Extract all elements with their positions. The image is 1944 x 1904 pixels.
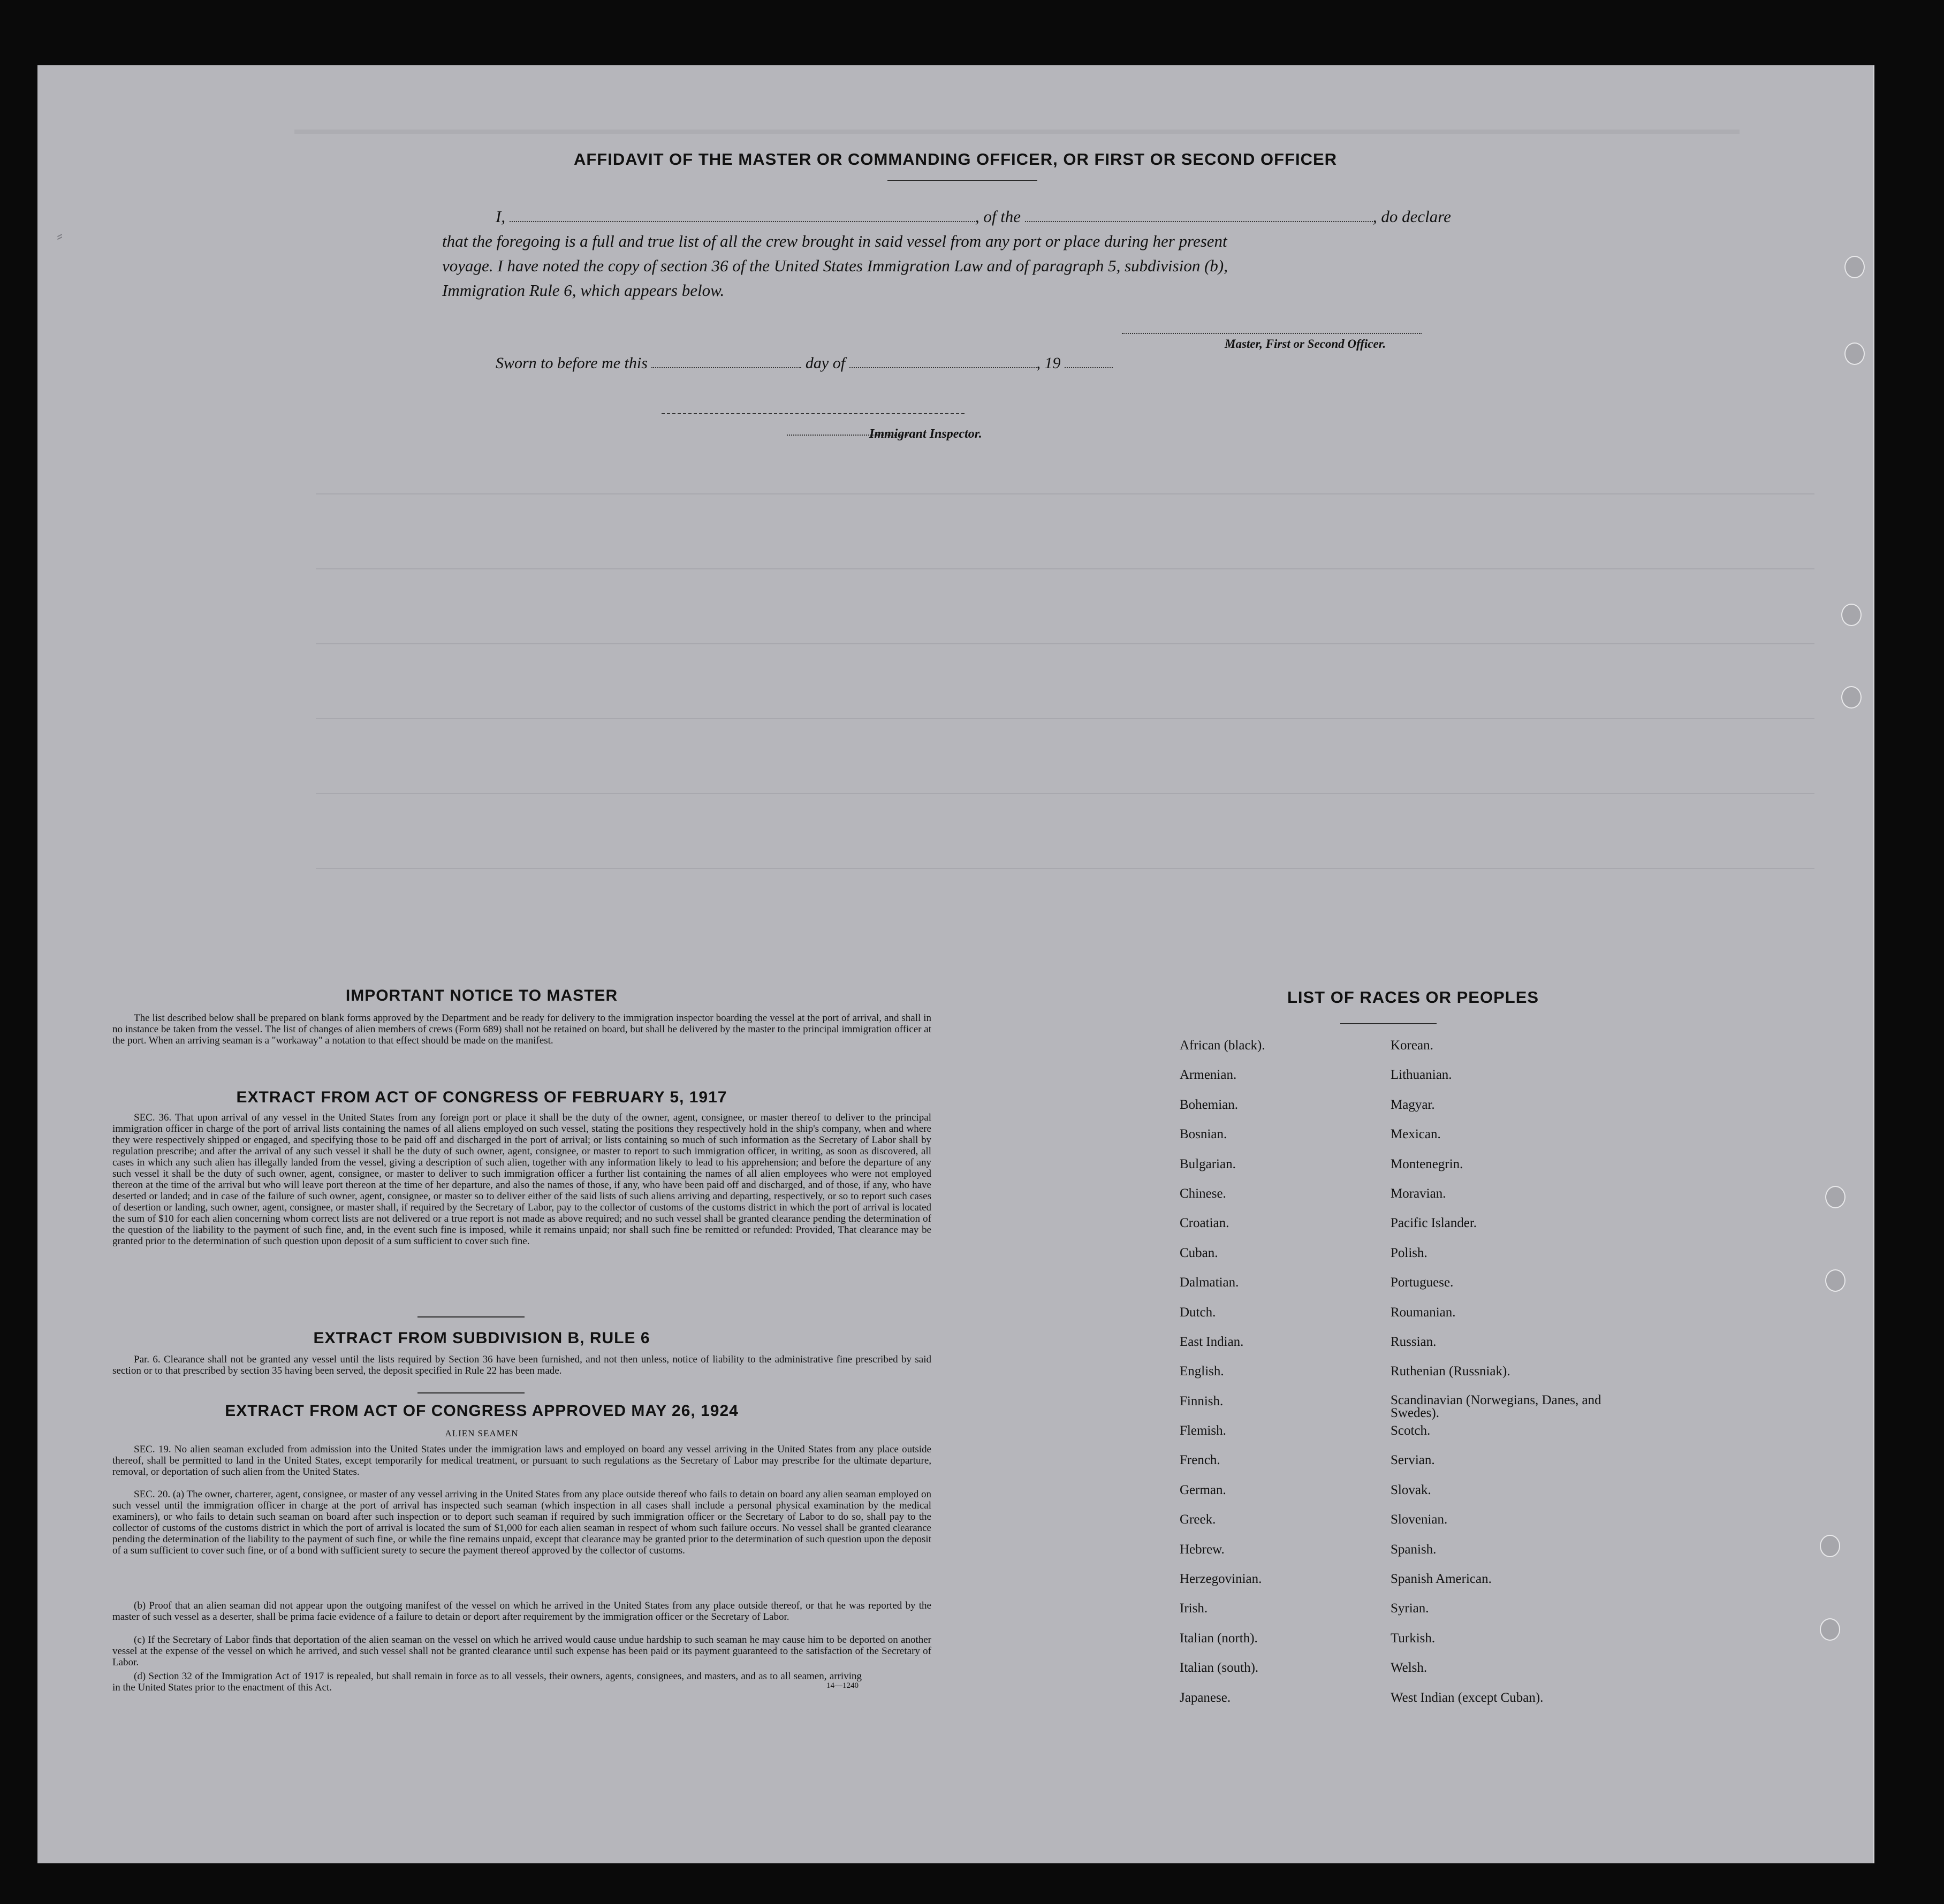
affidavit-of-the: , of the [975, 207, 1021, 226]
extract-1924-sec20d: (d) Section 32 of the Immigration Act of 1917 is repealed, but shall remain in force as to all vessels, their owners, agents, consignees, and masters, and as to all seamen, arriving in the United States prior to the enactment of this Act. [112, 1671, 862, 1693]
race-item: Croatian. [1180, 1216, 1229, 1231]
sworn-prefix: Sworn to before me this [496, 354, 648, 372]
affidavit-line-3: voyage. I have noted the copy of section 36 of the United States Immigration Law and of paragraph 5, subdivision (b), [442, 256, 1228, 275]
race-item: Bosnian. [1180, 1127, 1227, 1142]
race-item: African (black). [1180, 1038, 1265, 1053]
title-divider [887, 180, 1037, 181]
notice-body: The list described below shall be prepared on blank forms approved by the Department and be ready for delivery to the immigration inspector boarding the vessel at the port of arrival, and shall in no instance be taken from the vessel. The list of changes of alien members of crews (Form 689) shall not be retained on board, but shall be delivered by the master to the principal immigration officer at the port. When an arriving seaman is a "workaway" a notation to that effect should be made on the manifest. [112, 1012, 931, 1046]
extract-1924-sec19: SEC. 19. No alien seaman excluded from admission into the United States under the immigration laws and employed on board any vessel arriving in the United States from any place outside thereof, shall be permitted to land in the United States, except temporarily for medical treatment, or pursuant to such regulations as the Secretary of Labor may prescribe for the ultimate departure, removal, or deportation of such alien from the United States. [112, 1444, 931, 1477]
punch-hole [1844, 342, 1865, 365]
affidavit-body [442, 204, 1507, 303]
race-item: Mexican. [1391, 1127, 1441, 1142]
affidavit-line-4: Immigration Rule 6, which appears below. [442, 281, 725, 300]
document-page [37, 65, 1874, 1863]
race-item: Polish. [1391, 1245, 1427, 1260]
race-item: Pacific Islander. [1391, 1216, 1477, 1231]
race-item: English. [1180, 1364, 1224, 1379]
race-item: Bohemian. [1180, 1097, 1239, 1112]
race-item: Armenian. [1180, 1068, 1237, 1083]
extract-1924-sec20c: (c) If the Secretary of Labor finds that deportation of the alien seaman on the vessel on which he arrived would cause undue hardship to such seaman he may cause him to be deported on another vessel at the expense of the vessel on which he arrived, and such vessel shall not be granted clearance until such expense has been paid or its payment guaranteed to the satisfaction of the Secretary of Labor. [112, 1634, 931, 1668]
race-item: Slovenian. [1391, 1512, 1448, 1527]
race-item: Syrian. [1391, 1601, 1429, 1616]
race-item: Hebrew. [1180, 1542, 1225, 1557]
punch-hole [1825, 1269, 1846, 1292]
race-item: Scotch. [1391, 1423, 1431, 1438]
race-item: Lithuanian. [1391, 1068, 1452, 1083]
divider-1 [417, 1316, 525, 1317]
form-number: 14—1240 [826, 1681, 859, 1690]
extract-1924-sec20a: SEC. 20. (a) The owner, charterer, agent, consignee, or master of any vessel arriving in the United States from any place outside thereof who fails to detain on board any alien seaman employed on such vessel until the immigration officer in charge at the port of arrival has inspected such seaman (which inspection in all cases shall include a personal physical examination by the medical examiners), or who fails to detain such seaman on board after such inspection or to deport such seaman if required by such immigration officer or the Secretary of Labor to do so, shall pay to the collector of customs of the customs district in which the port of arrival is located the sum of $1,000 for each alien seaman in respect of whom such failure occurs. No vessel shall be granted clearance pending the determination of the liability to the payment of such fine, or while the fine remains unpaid, except that clearance may be granted prior to the determination of such question upon the deposit of a sum sufficient to cover such fine, or of a bond with sufficient surety to secure the payment thereof approved by the collector of customs. [112, 1489, 931, 1556]
margin-mark: ⸗ [57, 226, 63, 246]
race-item: Herzegovinian. [1180, 1572, 1262, 1587]
extract-1917-body: SEC. 36. That upon arrival of any vessel in the United States from any foreign port or place it shall be the duty of the owner, agent, consignee, or master thereof to deliver to the principal immigration officer in charge of the port of arrival lists containing the names of all aliens employed on such vessel, stating the positions they respectively hold in the ship's company, when and where they were respectively shipped or engaged, and specifying those to be paid off and discharged in the port of arrival; or lists containing so much of such information as the Secretary of Labor shall by regulation prescribe; and after the arrival of any such vessel it shall be the duty of such owner, agent, consignee, or master to report to such immigration officer, in writing, as soon as discovered, all cases in which any such alien has illegally landed from the vessel, giving a description of such alien, together with any information likely to lead to his apprehension; and before the departure of any such vessel it shall be the duty of such owner, agent, consignee, or master to deliver to such immigration officer a further list containing the names of all alien employees who were not employed thereon at the time of the arrival but who will leave port thereon at the time of her departure, and also the names of those, if any, who have been paid off and discharged, and of those, if any, who have deserted or landed; and in case of the failure of such owner, agent, consignee, or master so to deliver either of the said lists of such aliens arriving and departing, respectively, or so to report such cases of desertion or landing, such owner, agent, consignee, or master shall, if required by the Secretary of Labor, pay to the collector of customs of the customs district in which the port of arrival is located the sum of $10 for each alien concerning whom correct lists are not delivered or a true report is not made as above required; and no such vessel shall be granted clearance pending the determination of the question of the liability to the payment of such fine, and, in the event such fine is imposed, while it remains unpaid; nor shall such fine be remitted or refunded: Provided, That clearance may be granted prior to the determination of such question upon deposit of a sum sufficient to cover such fine. [112, 1112, 931, 1247]
race-item: Scandinavian (Norwegians, Danes, and Swedes). [1391, 1392, 1601, 1420]
race-item: Portuguese. [1391, 1275, 1454, 1290]
master-signature-label: Master, First or Second Officer. [1225, 337, 1386, 351]
affidavit-i: I, [496, 207, 506, 226]
extract-rule6-title: EXTRACT FROM SUBDIVISION B, RULE 6 [313, 1329, 650, 1347]
race-item: Dalmatian. [1180, 1275, 1239, 1290]
master-signature-line[interactable] [1122, 333, 1422, 334]
race-item: Magyar. [1391, 1097, 1435, 1112]
sworn-month-blank[interactable] [849, 355, 1037, 368]
inspector-signature-line[interactable] [662, 413, 965, 414]
sworn-line [496, 354, 1113, 372]
punch-hole [1844, 256, 1865, 278]
race-item: Ruthenian (Russniak). [1391, 1364, 1510, 1379]
affidavit-title: AFFIDAVIT OF THE MASTER OR COMMANDING OFFICER, OR FIRST OR SECOND OFFICER [573, 150, 1338, 169]
race-item: Chinese. [1180, 1186, 1226, 1201]
affidavit-line-1 [442, 204, 1507, 229]
race-item: German. [1180, 1482, 1226, 1497]
race-item: Servian. [1391, 1453, 1435, 1468]
race-item: East Indian. [1180, 1334, 1244, 1349]
race-item: Italian (south). [1180, 1661, 1259, 1675]
race-item: Bulgarian. [1180, 1156, 1236, 1171]
race-item: Spanish American. [1391, 1572, 1492, 1587]
inspector-label: Immigrant Inspector. [869, 427, 982, 441]
affidavit-declare: , do declare [1372, 207, 1451, 226]
punch-hole [1825, 1186, 1846, 1208]
punch-hole [1820, 1618, 1840, 1641]
races-title: LIST OF RACES OR PEOPLES [1287, 988, 1539, 1007]
race-item: Spanish. [1391, 1542, 1437, 1557]
sworn-day-blank[interactable] [651, 355, 801, 368]
race-item: Slovak. [1391, 1482, 1431, 1497]
race-item: Cuban. [1180, 1245, 1218, 1260]
race-item: Korean. [1391, 1038, 1433, 1053]
race-item: Finnish. [1180, 1393, 1224, 1408]
sworn-day-label: day of [805, 354, 846, 372]
race-item: Moravian. [1391, 1186, 1446, 1201]
extract-1924-title: EXTRACT FROM ACT OF CONGRESS APPROVED MAY 26, 1924 [225, 1402, 739, 1420]
race-item: Turkish. [1391, 1631, 1436, 1646]
race-item: Russian. [1391, 1334, 1437, 1349]
name-blank[interactable] [510, 209, 975, 222]
extract-rule6-body: Par. 6. Clearance shall not be granted any vessel until the lists required by Section 36 have been furnished, and not then unless, notice of liability to the administrative fine prescribed by said section or to that prescribed by section 35 having been served, the deposit specified in Rule 22 has been made. [112, 1354, 931, 1376]
race-item: Flemish. [1180, 1423, 1226, 1438]
punch-hole [1841, 686, 1862, 709]
race-item: Irish. [1180, 1601, 1208, 1616]
notice-title: IMPORTANT NOTICE TO MASTER [345, 987, 618, 1004]
race-item: Dutch. [1180, 1305, 1216, 1320]
affidavit-line-2: that the foregoing is a full and true list of all the crew brought in said vessel from any port or place during her present [442, 232, 1227, 250]
punch-hole [1820, 1535, 1840, 1557]
race-item: Roumanian. [1391, 1305, 1456, 1320]
vessel-blank[interactable] [1025, 209, 1373, 222]
extract-1917-title: EXTRACT FROM ACT OF CONGRESS OF FEBRUARY 5, 1917 [236, 1088, 727, 1106]
race-item: Italian (north). [1180, 1631, 1258, 1646]
race-item: Greek. [1180, 1512, 1216, 1527]
sworn-year-label: , 19 [1036, 354, 1061, 372]
races-right-column [1391, 1038, 1615, 1720]
sworn-year-blank[interactable] [1065, 355, 1113, 368]
divider-2 [417, 1392, 525, 1393]
race-item: French. [1180, 1453, 1220, 1468]
races-divider [1340, 1023, 1437, 1024]
race-item: West Indian (except Cuban). [1391, 1690, 1544, 1705]
race-item: Japanese. [1180, 1690, 1231, 1705]
races-left-column [1180, 1038, 1383, 1720]
race-item: Montenegrin. [1391, 1156, 1463, 1171]
extract-1924-sec20b: (b) Proof that an alien seaman did not appear upon the outgoing manifest of the vessel on which he arrived in the United States from any place outside thereof, or that he was reported by the master of such vessel as a deserter, shall be prima facie evidence of a failure to detain or deport after requirement by the immigration officer or the Secretary of Labor. [112, 1600, 931, 1623]
punch-hole [1841, 604, 1862, 626]
extract-1924-subtitle: ALIEN SEAMEN [445, 1428, 519, 1438]
race-item: Welsh. [1391, 1661, 1427, 1675]
